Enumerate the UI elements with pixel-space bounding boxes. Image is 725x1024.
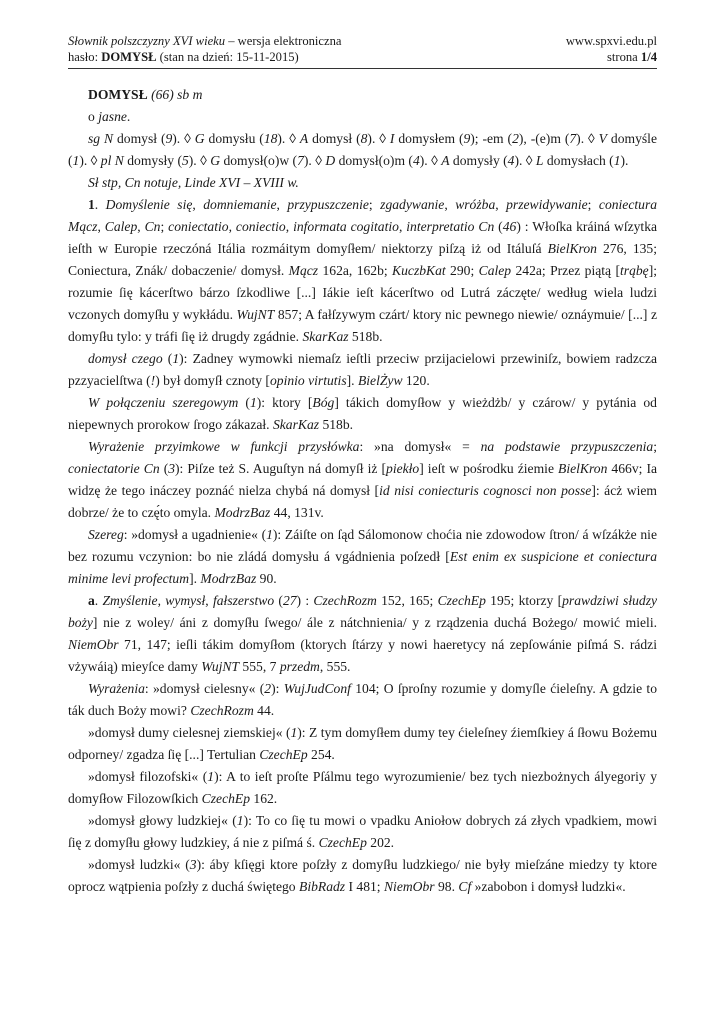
text-run: BielKron [558, 461, 608, 476]
text-run: ). ◊ [188, 153, 211, 168]
text-run: domysł ( [113, 131, 166, 146]
text-run: 290; [445, 263, 479, 278]
entry-paragraph [68, 84, 657, 106]
text-run: Sł stp, Cn notuje, Linde XVI – XVIII w. [88, 175, 299, 190]
text-run: wróżba [455, 197, 496, 212]
text-run: ]. [189, 571, 201, 586]
text-run: ) był domyſł cznoty [ [155, 373, 270, 388]
text-run: 1 [172, 351, 180, 366]
text-run: Mącz [288, 263, 319, 278]
text-run: ( [162, 351, 173, 366]
text-run: NiemObr [68, 637, 119, 652]
text-run: 3 [189, 857, 197, 872]
text-run: Zmyślenie [102, 593, 158, 608]
text-run: ( [274, 593, 283, 608]
page-label: strona [606, 50, 641, 64]
text-run: 162. [250, 791, 278, 806]
text-run: . [94, 593, 103, 608]
text-run: interpretatio Cn [406, 219, 495, 234]
text-run: W połączeniu szeregowym [88, 395, 239, 410]
text-run: 7 [297, 153, 304, 168]
text-run: G [194, 131, 205, 146]
text-run: 90. [256, 571, 277, 586]
text-run: ]: ácż wiem dobrze/ że to czę́to omyla. [68, 483, 657, 520]
text-run: 9 [165, 131, 173, 146]
text-run: 18 [263, 131, 278, 146]
text-run: przewidywanie [506, 197, 588, 212]
text-run: domysłem ( [394, 131, 464, 146]
text-run: Domyślenie się [105, 197, 193, 212]
text-run: CzechEp [437, 593, 486, 608]
entry-paragraph [68, 392, 657, 436]
text-run: ; [368, 197, 381, 212]
text-run: 1 [236, 813, 244, 828]
entry-paragraph [68, 524, 657, 590]
text-run: Bóg [312, 395, 335, 410]
text-run: ). ◊ [172, 131, 195, 146]
entry-paragraph [68, 106, 657, 128]
text-run: domyśle ( [68, 131, 657, 168]
entry-paragraph [68, 854, 657, 898]
text-run: domysły ( [123, 153, 182, 168]
text-run: , [192, 197, 204, 212]
text-run: ): Z tym domyſłem dumy tey ćieleſney źiemſkiey á ſłowu Bożemu odporney/ zgadza ſię [...] Tertulian [68, 725, 657, 762]
entry-info [68, 49, 299, 65]
text-run: KuczbKat [392, 263, 446, 278]
entry-paragraph [68, 172, 657, 194]
text-run: , [398, 219, 407, 234]
text-run: 104; O ſproſny rozumie y domyſle ćieleſny. A gdzie to ták duch Boży mowi? [68, 681, 657, 718]
text-run: 254. [307, 747, 335, 762]
text-run: przypuszczenie [287, 197, 369, 212]
text-run: pl N [100, 153, 124, 168]
text-run: o [88, 109, 99, 124]
text-run: SkarKaz [272, 417, 320, 432]
text-run: 46 [502, 219, 517, 234]
text-run: domysł(o)w ( [220, 153, 298, 168]
text-run: 120. [402, 373, 430, 388]
text-run: ): Piſze też S. Auguſtyn ná domyſł iż [ [175, 461, 387, 476]
text-run: 1 [88, 197, 95, 212]
text-run: 98. [434, 879, 459, 894]
text-run: ; [653, 439, 657, 454]
text-run: Wyrażenie przyimkowe w funkcji przysłówka [88, 439, 360, 454]
text-run: 162a, 162b; [318, 263, 393, 278]
text-run: L [535, 153, 544, 168]
text-run: Est enim ex suspicione et coniectura minime levi profectum [68, 549, 657, 586]
dictionary-title-rest: – wersja elektroniczna [225, 34, 342, 48]
text-run: ): ktory [ [256, 395, 313, 410]
text-run: ), -(e)m ( [518, 131, 570, 146]
text-run: ) : Włoſka kráiná wſzytka ieſth w Europie rzeczóná Itália rozmáitym domyſłem/ niektorzy piſzą iż od Itáluſá [68, 219, 658, 256]
text-run: ModrzBaz [214, 505, 271, 520]
text-run: »domysł filozofski« ( [88, 769, 208, 784]
text-run: domysły ( [449, 153, 508, 168]
text-run: domysłu ( [204, 131, 264, 146]
entry-body [68, 84, 657, 898]
text-run: 518b. [319, 417, 354, 432]
text-run: ); -em ( [470, 131, 513, 146]
text-run: : »na domysł« = [359, 439, 481, 454]
entry-paragraph [68, 722, 657, 766]
text-run: CzechRozm [313, 593, 377, 608]
text-run: , [444, 197, 456, 212]
text-run: ): To co ſię tu mowi o vpadku Aniołow dobrych zá złych vpadkiem, mowi ſię z domyſłu głowy ludzkiey, á nie z piſmá ś. [68, 813, 657, 850]
text-run: 195; ktorzy [ [485, 593, 563, 608]
text-run: , 555. [319, 659, 351, 674]
text-run: ). [620, 153, 629, 168]
text-run: sg N [88, 131, 114, 146]
text-run: 466v; Ia widzę że tego ináczey poznáć nielza chybá ná domysł [ [68, 461, 658, 498]
text-run: 1 [72, 153, 80, 168]
text-run: Calep [104, 219, 138, 234]
text-run: WujNT [201, 659, 240, 674]
text-run: przedm [279, 659, 320, 674]
text-run: SkarKaz [302, 329, 349, 344]
text-run: 7 [569, 131, 577, 146]
text-run: D [325, 153, 336, 168]
text-run: CzechEp [318, 835, 367, 850]
text-run: 4 [412, 153, 420, 168]
text-run: ). ◊ [419, 153, 442, 168]
text-run: ; [160, 219, 169, 234]
entry-paragraph [68, 590, 657, 678]
text-run: ( [159, 461, 169, 476]
text-run: 857; A fałſzywym czárt/ ktory nic pewnego niewie/ oznáymuie/ [...] z domyſłu tylo: y tráfi ſię iż drugdy zgádnie. [68, 307, 657, 344]
text-run: 2 [264, 681, 272, 696]
header-divider [68, 68, 657, 69]
text-run: 3 [168, 461, 176, 476]
text-run: coniectatorie Cn [68, 461, 160, 476]
text-run: , [157, 593, 166, 608]
text-run: ). ◊ [576, 131, 599, 146]
text-run: domysł czego [88, 351, 163, 366]
page-number: 1/4 [640, 50, 657, 64]
text-run: . [94, 197, 106, 212]
text-run: 71, 147; ieſli tákim domyſłom (ktorych ſtárzy y nowi haeretycy ná zepſowánie piſmá S. rádzi vżywáią) mieyſce damy [68, 637, 657, 674]
text-run: »zabobon i domysł ludzki«. [471, 879, 626, 894]
text-run: Calep [478, 263, 512, 278]
text-run: 202. [366, 835, 395, 850]
text-run: 242a; Przez piątą [ [511, 263, 620, 278]
text-run: 555, 7 [239, 659, 280, 674]
text-run: : »domysł a ugadnienie« ( [123, 527, 267, 542]
text-run: A [299, 131, 309, 146]
text-run: 276, 135; Coniectura, Znák/ dobaczenie/ domysł. [68, 241, 657, 278]
text-run: opinio virtutis [269, 373, 347, 388]
text-run: 152, 165; [376, 593, 438, 608]
text-run: ). ◊ [367, 131, 390, 146]
text-run: jasne [98, 109, 127, 124]
text-run: , [495, 197, 507, 212]
text-run: ). ◊ [303, 153, 326, 168]
text-run: ] ieſt w pośrodku źiemie [419, 461, 559, 476]
text-run: a [88, 593, 95, 608]
entry-paragraph [68, 678, 657, 722]
text-run: A [441, 153, 450, 168]
text-run: CzechEp [259, 747, 308, 762]
text-run: »domysł ludzki« ( [88, 857, 190, 872]
text-run: fałszerstwo [212, 593, 275, 608]
entry-date: (stan na dzień: 15-11-2015) [156, 50, 299, 64]
text-run: »domysł dumy cielesnej ziemskiej« ( [88, 725, 291, 740]
text-run: 4 [507, 153, 515, 168]
text-run: 44. [253, 703, 275, 718]
text-run: prawdziwi słudzy boży [68, 593, 658, 630]
entry-word: DOMYSŁ [101, 50, 157, 64]
text-run: G [210, 153, 221, 168]
text-run: BibRadz [299, 879, 346, 894]
text-run: ). ◊ [277, 131, 300, 146]
entry-paragraph [68, 436, 657, 524]
text-run: : »domysł cielesny« ( [144, 681, 265, 696]
text-run: ): Záiſte on ſąd Sálomonow choćia nie zdowodow ſtron/ á wſzákże nie bez rozumu vczynion: bo nie zládá domysłu á vgádnienia poſzedł [ [68, 527, 657, 564]
text-run: domniemanie [203, 197, 277, 212]
text-run: ]. [346, 373, 358, 388]
text-run: NiemObr [383, 879, 435, 894]
text-run: na podstawie przypuszczenia [480, 439, 654, 454]
text-run: informata cogitatio [293, 219, 399, 234]
text-run: ] nie z woley/ áni z domyſłu ſwego/ ále z nátchnienia/ y z rządzenia duchá Bożego/ mowić mieli. [92, 615, 657, 630]
text-run: wymysł [165, 593, 206, 608]
text-run: ) : [296, 593, 314, 608]
text-run: coniectatio [168, 219, 229, 234]
text-run: id nisi coniecturis cognosci non posse [379, 483, 592, 498]
text-run: I [389, 131, 395, 146]
text-run: Szereg [88, 527, 124, 542]
text-run: 1 [290, 725, 298, 740]
text-run: ): Zadney wymowki niemaſz ieſtli przeciw przijacielowi przewiniſz, bowiem radzcza pzzyacielſtwa ( [68, 351, 657, 388]
entry-paragraph [68, 128, 657, 172]
text-run: sb m [177, 87, 203, 102]
dictionary-title [68, 33, 341, 49]
text-run: ] tákich domyſłow y wieżdżb/ y czárow/ y pytánia od niepewnych prorokow ſrogo zákazał. [68, 395, 657, 432]
text-run: WujJudConf [283, 681, 351, 696]
text-run: (66) [147, 87, 178, 102]
site-url[interactable]: www.spxvi.edu.pl [565, 34, 657, 48]
text-run: ( [238, 395, 250, 410]
text-run: 9 [463, 131, 471, 146]
text-run: , [137, 219, 145, 234]
text-run: coniectio [235, 219, 286, 234]
text-run: Wyrażenia [88, 681, 145, 696]
text-run: WujNT [236, 307, 275, 322]
entry-paragraph [68, 810, 657, 854]
text-run: coniectura Mącz [68, 197, 658, 234]
text-run: ]; rozumie ſię kácerſtwo bárzo ſzkodliwe [...] Iákie ieſt kácerſtwo od Lutrá záczęte/ według wiela ludzi vczonych domyſłu y wykłádu. [68, 263, 658, 322]
entry-paragraph [68, 766, 657, 810]
dictionary-title-italic: Słownik polszczyzny XVI wieku [68, 34, 226, 48]
text-run: 1 [613, 153, 621, 168]
text-run: 2 [512, 131, 519, 146]
text-run: ). ◊ [514, 153, 536, 168]
entry-paragraph [68, 194, 657, 348]
text-run: 44, 131v. [270, 505, 324, 520]
text-run: ! [150, 373, 156, 388]
text-run: . [126, 109, 131, 124]
text-run: 1 [207, 769, 215, 784]
text-run: 8 [360, 131, 368, 146]
text-run: 1 [249, 395, 257, 410]
text-run: ). ◊ [79, 153, 101, 168]
text-run: 5 [181, 153, 189, 168]
text-run: ): A to ieſt proſte Pſálmu tego wyrozumienie/ bez tych niezbożnych ályegoriy y domyſłow Filozowſkich [68, 769, 657, 806]
text-run: 27 [282, 593, 297, 608]
text-run: CzechEp [201, 791, 250, 806]
entry-label: hasło: [68, 50, 102, 64]
text-run: , [276, 197, 288, 212]
text-run: ModrzBaz [200, 571, 257, 586]
text-run: 1 [266, 527, 273, 542]
text-run: domysł ( [308, 131, 361, 146]
text-run: , [228, 219, 236, 234]
page-indicator [607, 49, 657, 65]
text-run: ; [587, 197, 599, 212]
text-run: ): áby kſięgi ktore poſzły z domyſłu ludzkiego/ nie były mieſzáne miedzy ty ktore oprocz wątpienia poſzły z duchá świętego [68, 857, 657, 894]
entry-paragraph [68, 348, 657, 392]
text-run: , [285, 219, 294, 234]
text-run: ( [494, 219, 503, 234]
text-run: »domysł głowy ludzkiej« ( [88, 813, 237, 828]
text-run: 518b. [348, 329, 383, 344]
text-run: , [205, 593, 213, 608]
text-run: I 481; [345, 879, 384, 894]
text-run: zgadywanie [380, 197, 445, 212]
text-run: DOMYSŁ [88, 87, 148, 102]
text-run: V [598, 131, 607, 146]
text-run: Cn [144, 219, 161, 234]
text-run: Cf [458, 879, 472, 894]
text-run: piekło [386, 461, 420, 476]
text-run: , [97, 219, 105, 234]
text-run: ): [271, 681, 284, 696]
text-run: BielKron [547, 241, 597, 256]
text-run: domysłach ( [543, 153, 614, 168]
text-run: CzechRozm [190, 703, 254, 718]
text-run: domysł(o)m ( [335, 153, 413, 168]
text-run: trąbę [620, 263, 649, 278]
text-run: BielŻyw [357, 373, 403, 388]
